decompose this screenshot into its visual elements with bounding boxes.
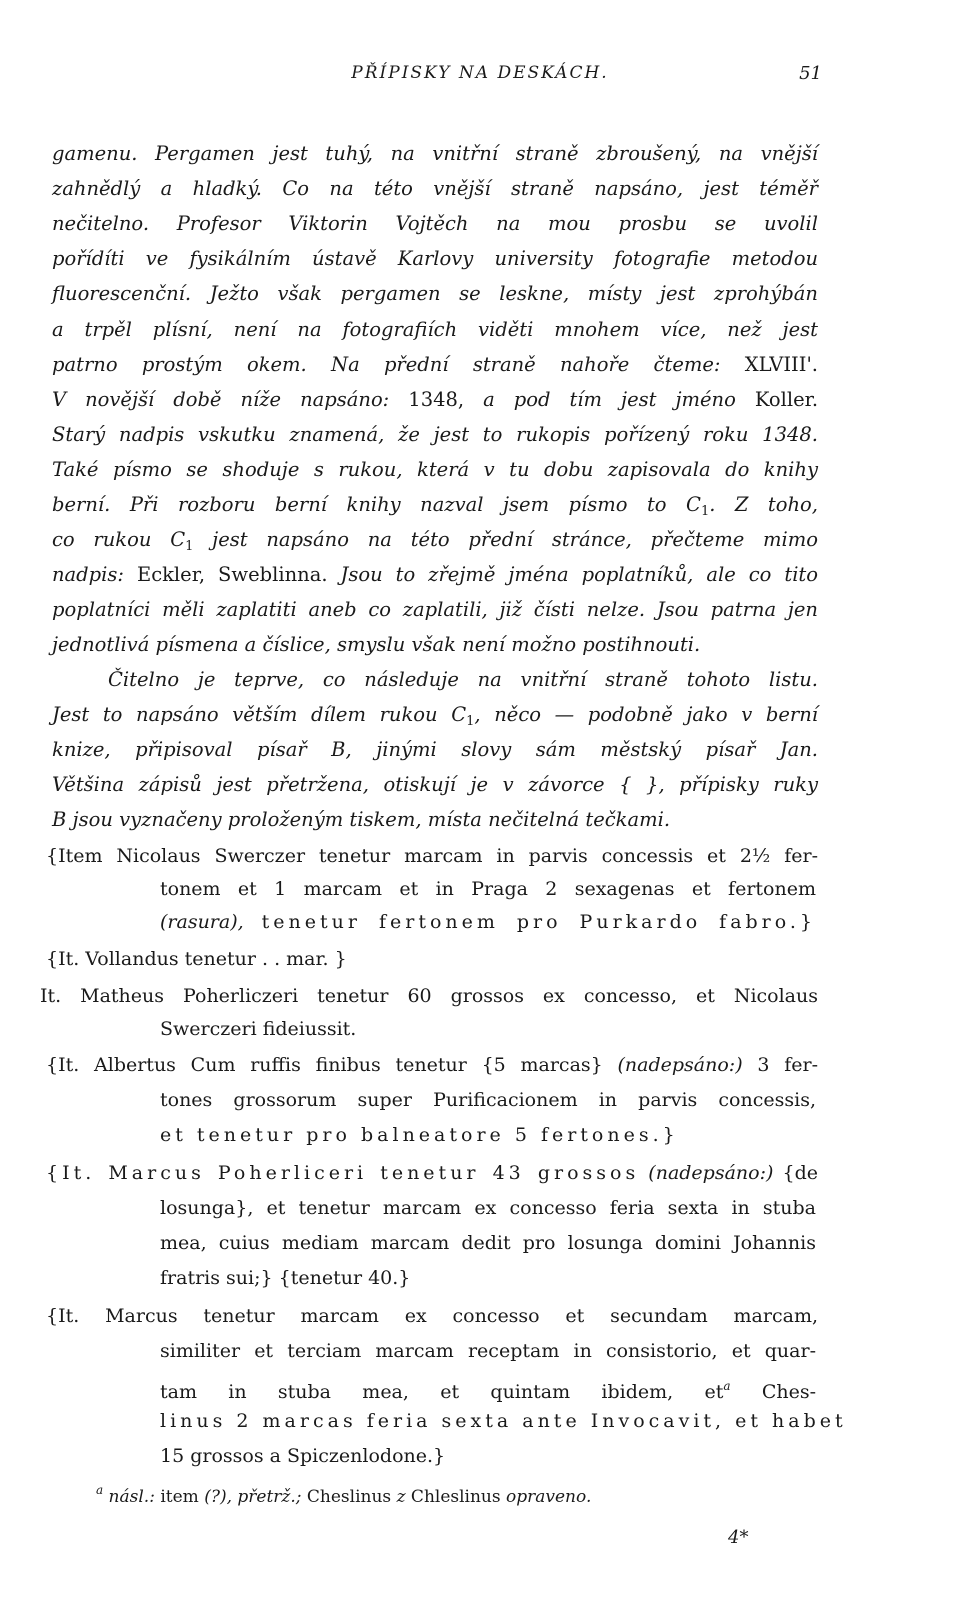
entry-line: fratris sui;} {tenetur 40.} — [160, 1267, 411, 1289]
text-span: V novější době níže napsáno: — [52, 388, 390, 411]
text-span: XLVIII'. — [744, 353, 819, 376]
text-span: (?), přetrž.; — [204, 1487, 302, 1507]
text-span: {de — [773, 1162, 818, 1184]
entry-line — [46, 1160, 818, 1186]
text-line: B jsou vyznačeny proloženým tiskem, místa nečitelná tečkami. — [52, 808, 671, 831]
text-span: 3 fer- — [742, 1054, 818, 1076]
text-line: Čitelno je teprve, co následuje na vnitřní straně tohoto listu. — [108, 668, 818, 691]
text-line: fluorescenční. Ježto však pergamen se leskne, místy jest zprohýbán — [52, 282, 818, 305]
text-line: Starý nadpis vskutku znamená, že jest to rukopis pořízený roku 1348. — [52, 423, 818, 446]
text-span: 1348, — [408, 388, 465, 411]
entry-line: mea, cuius mediam marcam dedit pro losunga domini Johannis — [160, 1232, 816, 1254]
text-span: (nadepsáno:) — [648, 1162, 774, 1184]
running-head — [0, 63, 960, 89]
text-span: Koller. — [754, 388, 819, 411]
text-span: (nadepsáno:) — [617, 1054, 743, 1076]
text-span: item — [154, 1487, 205, 1507]
text-span: patrno prostým okem. Na přední straně nahoře čteme: — [52, 353, 721, 376]
text-line: knize, připisoval písař B, jinými slovy sám městský písař Jan. — [52, 738, 818, 761]
text-line: pořídíti ve fysikálním ústavě Karlovy university fotografie metodou — [52, 247, 818, 270]
entry-line — [160, 909, 816, 935]
text-line: zahnědlý a hladký. Co na této vnější straně napsáno, jest téměř — [52, 177, 818, 200]
text-span: násl.: — [103, 1487, 155, 1507]
entry-line: It. Matheus Poherliczeri tenetur 60 grossos ex concesso, et Nicolaus — [40, 985, 818, 1007]
footnote-marker: a — [96, 1483, 104, 1497]
subscript: 1 — [466, 714, 475, 729]
text-span: . Z toho, — [709, 493, 818, 516]
text-line: poplatníci měli zaplatiti aneb co zaplatili, již čísti nelze. Jsou patrna jen — [52, 598, 818, 621]
text-span: nadpis: — [52, 563, 124, 586]
footnote — [96, 1483, 591, 1507]
entry-line: et tenetur pro balneatore 5 fertones.} — [160, 1124, 679, 1146]
subscript: 1 — [700, 504, 710, 519]
entry-line: linus 2 marcas feria sexta ante Invocavit, et habet — [160, 1410, 847, 1432]
text-span: opraveno. — [506, 1487, 592, 1507]
entry-line: {Item Nicolaus Swerczer tenetur marcam in parvis concessis et 2½ fer- — [46, 845, 818, 867]
text-line — [52, 527, 818, 560]
text-line: Také písmo se shoduje s rukou, která v tu dobu zapisovala do knihy — [52, 458, 818, 481]
entry-line — [46, 1052, 818, 1078]
text-span: z — [396, 1487, 406, 1507]
text-line — [52, 562, 818, 588]
text-span: co rukou C — [52, 528, 186, 551]
text-span: berní. Při rozboru berní knihy nazval jsem písmo to C — [52, 493, 701, 516]
subscript: 1 — [185, 539, 194, 554]
entry-line: Swerczeri fideiussit. — [160, 1018, 357, 1040]
text-line — [52, 387, 818, 413]
text-span: , něco — podobně jako v berní — [474, 703, 818, 726]
text-span: Jest to napsáno větším dílem rukou C — [52, 703, 467, 726]
text-span: tenetur fertonem pro Purkardo fabro.} — [243, 911, 816, 933]
text-span: jest napsáno na této přední stránce, přečteme mimo — [193, 528, 818, 551]
text-span: Eckler, Sweblinna. — [136, 563, 328, 586]
signature-mark: 4* — [728, 1527, 749, 1548]
text-span: Ches- — [730, 1381, 817, 1403]
text-line: jednotlivá písmena a číslice, smyslu však není možno postihnouti. — [52, 633, 701, 656]
text-span: a pod tím jest jméno — [483, 388, 736, 411]
text-span: Chleslinus — [405, 1487, 507, 1507]
entry-line: {It. Vollandus tenetur . . mar. } — [46, 948, 347, 970]
text-span: {It. Marcus Poherliceri tenetur 43 grossos — [46, 1162, 640, 1184]
entry-line: losunga}, et tenetur marcam ex concesso feria sexta in stuba — [160, 1197, 816, 1219]
text-line — [52, 702, 818, 735]
entry-line — [160, 1373, 816, 1405]
entry-line: tonem et 1 marcam et in Praga 2 sexagenas et fertonem — [160, 878, 816, 900]
text-span: {It. Albertus Cum ruffis finibus tenetur {5 marcas} — [46, 1054, 603, 1076]
entry-line: {It. Marcus tenetur marcam ex concesso et secundam marcam, — [46, 1305, 818, 1327]
entry-line: tones grossorum super Purificacionem in parvis concessis, — [160, 1089, 816, 1111]
footnote-ref: a — [723, 1379, 731, 1393]
text-span: Jsou to zřejmě jména poplatníků, ale co tito — [340, 563, 819, 586]
text-span: tam in stuba mea, et quintam ibidem, et — [160, 1381, 724, 1403]
text-span: Cheslinus — [301, 1487, 397, 1507]
page-number: 51 — [799, 63, 822, 84]
text-line: gamenu. Pergamen jest tuhý, na vnitřní straně zbroušený, na vnější — [52, 142, 818, 165]
text-line — [52, 492, 818, 525]
text-line: Většina zápisů jest přetržena, otiskují je v závorce { }, přípisky ruky — [52, 773, 818, 796]
text-span: (rasura), — [160, 911, 244, 933]
text-line: a trpěl plísní, není na fotografiích viděti mnohem více, než jest — [52, 318, 818, 341]
text-line: nečitelno. Profesor Viktorin Vojtěch na mou prosbu se uvolil — [52, 212, 818, 235]
entry-line: similiter et terciam marcam receptam in consistorio, et quar- — [160, 1340, 816, 1362]
text-line — [52, 352, 818, 378]
entry-line: 15 grossos a Spiczenlodone.} — [160, 1445, 446, 1467]
running-title: PŘÍPISKY NA DESKÁCH. — [351, 63, 609, 83]
